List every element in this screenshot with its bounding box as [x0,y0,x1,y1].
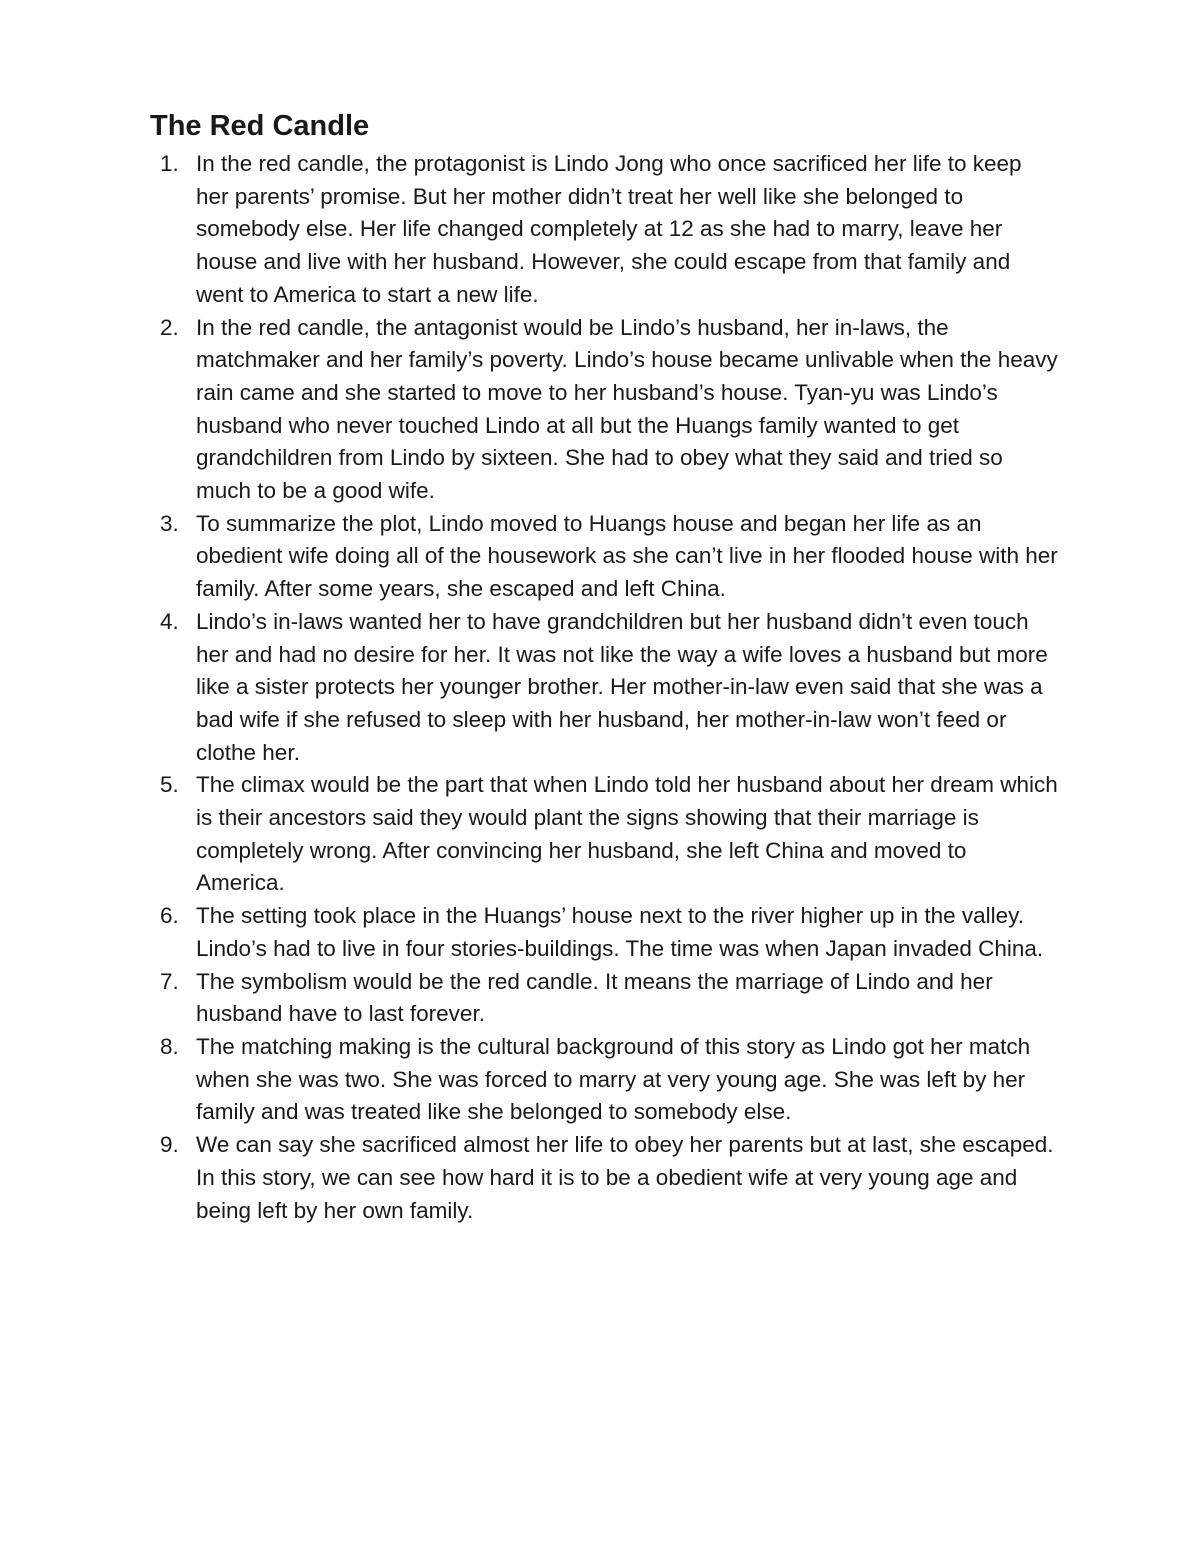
list-item [150,1031,1060,1129]
numbered-list [150,148,1060,1227]
list-item-text: Lindo’s in-laws wanted her to have grandchildren but her husband didn’t even touch her and had no desire for her. It was not like the way a wife loves a husband but more like a sister protects her younger brother. Her mother-in-law even said that she was a bad wife if she refused to sleep with her husband, her mother-in-law won’t feed or clothe her. [196,608,1048,765]
list-item-text: The setting took place in the Huangs’ house next to the river higher up in the valley. Lindo’s had to live in four stories-buildings. The time was when Japan invaded China. [196,903,1044,961]
list-item-number: 4. [160,608,179,634]
list-item-text: In the red candle, the protagonist is Lindo Jong who once sacrificed her life to keep her parents’ promise. But her mother didn’t treat her well like she belonged to somebody else. Her life changed completely at 12 as she had to marry, leave her house and live with her husband. However, she could escape from that family and went to America to start a new life. [196,151,1022,307]
list-item [150,312,1060,508]
list-item-text: In the red candle, the antagonist would be Lindo’s husband, her in-laws, the matchmaker and her family’s poverty. Lindo’s house became unlivable when the heavy rain came and she started to move to her husband’s house. Tyan-yu was Lindo’s husband who never touched Lindo at all but the Huangs family wanted to get grandchildren from Lindo by sixteen. She had to obey what they said and tried so much to be a good wife. [196,314,1058,504]
list-item-text: To summarize the plot, Lindo moved to Huangs house and began her life as an obedient wife doing all of the housework as she can’t live in her flooded house with her family. After some years, she escaped and left China. [196,510,1058,602]
list-item-text: We can say she sacrificed almost her life to obey her parents but at last, she escaped. In this story, we can see how hard it is to be a obedient wife at very young age and being left by her own family. [196,1132,1054,1223]
list-item [150,769,1060,900]
list-item [150,148,1060,312]
list-item-text: The symbolism would be the red candle. It means the marriage of Lindo and her husband have to last forever. [196,968,993,1027]
document-title: The Red Candle [150,110,370,142]
list-item-text: The climax would be the part that when Lindo told her husband about her dream which is their ancestors said they would plant the signs showing that their marriage is completely wrong. After convincing her husband, she left China and moved to America. [196,772,1058,896]
list-item [150,1129,1060,1227]
list-item [150,606,1060,770]
list-item-number: 5. [160,772,179,798]
list-item-number: 9. [160,1132,179,1158]
list-item-number: 3. [160,510,179,536]
list-item-number: 7. [160,968,179,994]
list-item [150,900,1060,965]
list-item-text: The matching making is the cultural background of this story as Lindo got her match when she was two. She was forced to marry at very young age. She was left by her family and was treated like she belonged to somebody else. [196,1033,1031,1125]
list-item-number: 2. [160,314,179,340]
list-item-number: 8. [160,1033,179,1059]
list-item-number: 6. [160,903,179,929]
list-item [150,966,1060,1031]
document-page [150,106,1060,1227]
list-item-number: 1. [160,151,179,176]
list-item [150,508,1060,606]
